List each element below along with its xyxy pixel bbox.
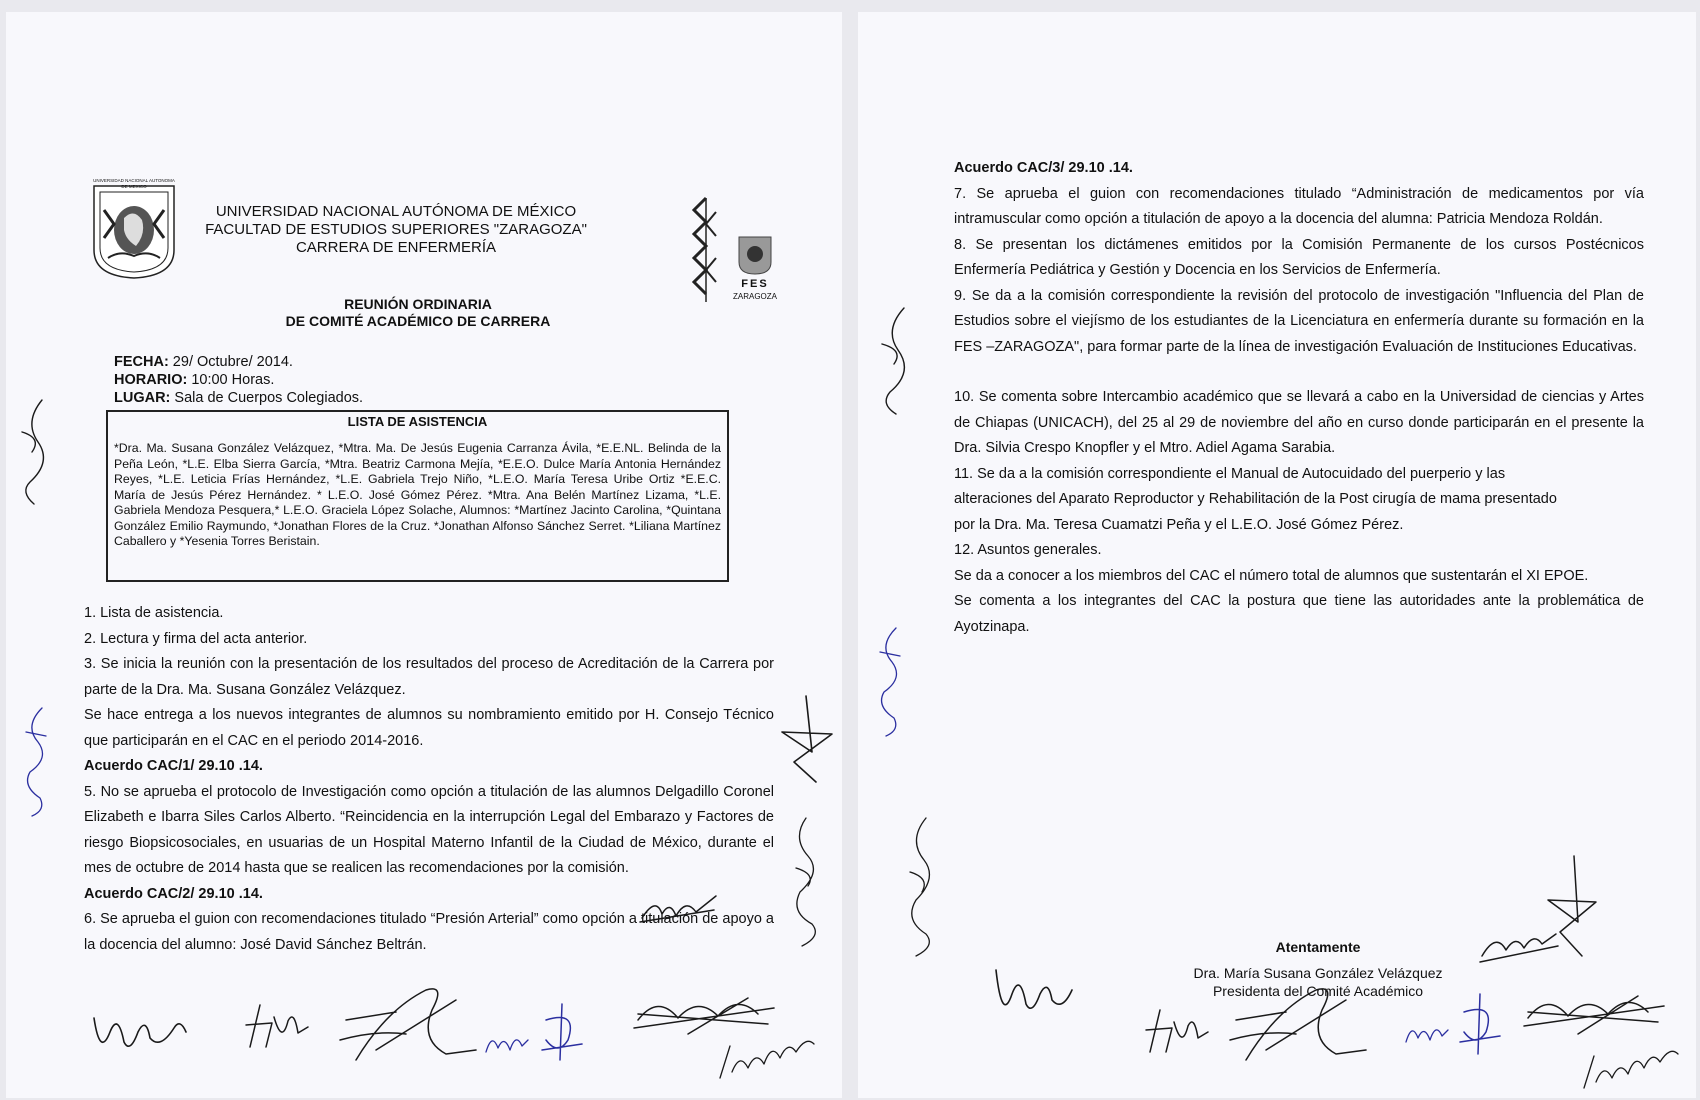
margin-signature-1 — [12, 392, 56, 512]
margin-signature-star — [776, 692, 836, 792]
signature-blue-small-p2 — [1402, 1012, 1452, 1052]
signature-bottom-1 — [90, 1002, 190, 1062]
signature-blue-small — [482, 1022, 532, 1062]
fes-shield-icon — [736, 234, 774, 276]
horario-value: 10:00 Horas. — [187, 372, 275, 388]
lugar-label: LUGAR: — [114, 390, 171, 406]
signature-blue-large-p2 — [1456, 990, 1504, 1060]
document-header — [196, 203, 596, 257]
unam-seal-icon — [90, 180, 178, 280]
signature-mendoza — [714, 1022, 824, 1082]
signature-blue-large — [538, 1000, 586, 1064]
agenda-item: 7. Se aprueba el guion con recomendaciones titulado “Administración de medicamentos por vía intramuscular como opción a titulación de apoyo a la docencia del alumna: Patricia Mendoza Roldán. — [954, 185, 1644, 227]
unam-seal-text: UNIVERSIDAD NACIONAL AUTONOMA DE MEXICO — [93, 178, 175, 189]
signature-star-p2 — [1478, 852, 1598, 972]
signature-bottom-3-p2 — [1226, 980, 1376, 1072]
agenda-item: 8. Se presentan los dictámenes emitidos por la Comisión Permanente de los cursos Postécnicos Enfermería Pediátrica y Gestión y Docencia en los Servicios de Enfermería. — [954, 236, 1644, 278]
lugar-value: Sala de Cuerpos Colegiados. — [170, 390, 364, 406]
agenda-item: 10. Se comenta sobre Intercambio académico que se llevará a cabo en la Universidad de ciencias y Artes de Chiapas (UNICACH), del 25 al 29 de noviembre del año en curso donde participarán en el presente la Dra. Silvia Crespo Knopfler y el Mtro. Adiel Agama Sarabia. — [954, 389, 1644, 456]
fes-logo-text: FES — [741, 278, 769, 290]
spacer — [954, 360, 1644, 385]
agenda-item: 2. Lectura y firma del acta anterior. — [84, 630, 308, 647]
signature-bottom-1-p2 — [992, 960, 1082, 1030]
margin-signature-trejo-p2 — [870, 622, 910, 742]
horario-label: HORARIO: — [114, 372, 188, 388]
fes-zaragoza-logo-icon — [684, 194, 728, 306]
meeting-title — [218, 296, 618, 330]
agreement-heading: Acuerdo CAC/3/ 29.10 .14. — [954, 160, 1133, 176]
agenda-item: 12. Asuntos generales. — [954, 542, 1102, 558]
signature-initials — [636, 890, 720, 930]
horario-row — [114, 371, 363, 389]
meeting-title-line1: REUNIÓN ORDINARIA — [344, 296, 492, 312]
agenda-item: Se da a conocer a los miembros del CAC el número total de alumnos que sustentarán el XI EPOE. — [954, 567, 1589, 584]
signature-name: Dra. María Susana González Velázquez — [1193, 965, 1443, 981]
fecha-value: 29/ Octubre/ 2014. — [168, 354, 293, 370]
document-page-1 — [6, 12, 842, 1098]
margin-signature-susana — [786, 812, 830, 952]
fes-logo-subtext: ZARAGOZA — [732, 292, 777, 301]
faculty-name: FACULTAD DE ESTUDIOS SUPERIORES "ZARAGOZA" — [205, 221, 587, 238]
agenda-item: 6. Se aprueba el guion con recomendaciones titulado “Presión Arterial” como opción a titulación de apoyo a la docencia del alumno: José David Sánchez Beltrán. — [84, 911, 774, 953]
document-page-2 — [858, 12, 1696, 1098]
signature-bottom-2 — [242, 997, 312, 1053]
margin-signature-trejo — [16, 702, 56, 822]
meeting-details — [114, 353, 363, 407]
attendance-list-box — [106, 410, 729, 582]
agenda-item: 11. Se da a la comisión correspondiente el Manual de Autocuidado del puerperio y las — [954, 465, 1506, 482]
agreement-heading: Acuerdo CAC/1/ 29.10 .14. — [84, 758, 263, 774]
meeting-title-line2: DE COMITÉ ACADÉMICO DE CARRERA — [285, 313, 551, 329]
signature-closing: Atentamente — [1275, 939, 1361, 955]
margin-signature-susana-p2 — [898, 812, 948, 962]
lugar-row — [114, 389, 363, 407]
career-name: CARRERA DE ENFERMERÍA — [295, 239, 497, 256]
fecha-row — [114, 353, 363, 371]
university-name: UNIVERSIDAD NACIONAL AUTÓNOMA DE MÉXICO — [215, 203, 577, 220]
agenda-item: Se comenta a los integrantes del CAC la postura que tiene las autoridades ante la problemática de Ayotzinapa. — [954, 593, 1644, 635]
attendance-title: LISTA DE ASISTENCIA — [347, 414, 488, 429]
signature-bottom-2-p2 — [1142, 1002, 1212, 1058]
agenda-item: 3. Se inicia la reunión con la presentación de los resultados del proceso de Acreditación de la Carrera por parte de la Dra. Ma. Susana González Velázquez. — [84, 656, 774, 698]
agenda-item: Se hace entrega a los nuevos integrantes de alumnos su nombramiento emitido por H. Consejo Técnico que participarán en el CAC en el periodo 2014-2016. — [84, 707, 774, 749]
agenda-item: por la Dra. Ma. Teresa Cuamatzi Peña y el L.E.O. José Gómez Pérez. — [954, 516, 1404, 533]
agenda-item: alteraciones del Aparato Reproductor y Rehabilitación de la Post cirugía de mama presentado — [954, 491, 1557, 507]
signature-bottom-3 — [336, 980, 486, 1070]
attendance-names: *Dra. Ma. Susana González Velázquez, *Mtra. Ma. De Jesús Eugenia Carranza Ávila, *E.E.NL. Belinda de la Peña León, *L.E. Elba Sierra García, *Mtra. Beatriz Carmona Mejía, *E.E.O. Dulce María Antonia Hernández Reyes, *L.E. Leticia Frías Hernández, *L.E. Gabriela Trejo Niño, *L.E.O. María Teresa Uribe Ortiz *E.E.C. María de Jesús Pérez Hernández. * L.E.O. José Gómez Pérez. *Mtra. Ana Belén Martínez Lizama, *L.E. Gabriela Mendoza Pesquera,* L.E.O. Graciela López Solache, Alumnos: *Martínez Jacinto Carolina, *Quintana González Emilio Raymundo, *Jonathan Flores de la Cruz. *Jonathan Alfonso Sánchez Serret. *Liliana Martínez Caballero y *Yesenia Torres Beristain. — [114, 441, 721, 548]
fecha-label: FECHA: — [114, 354, 169, 370]
margin-signature-1-p2 — [870, 300, 920, 420]
signature-mendoza-p2 — [1578, 1032, 1688, 1092]
agenda-item: 9. Se da a la comisión correspondiente la revisión del protocolo de investigación "Influencia del Plan de Estudios sobre el viejísmo de los estudiantes de la Licenciatura en enfermería durante su formación en la FES –ZARAGOZA", para formar parte de la línea de investigación Evaluación de Instituciones Educativas. — [954, 287, 1644, 355]
agenda-body-page2 — [954, 156, 1644, 640]
agenda-item: 5. No se aprueba el protocolo de Investigación como opción a titulación de las alumnos Delgadillo Coronel Elizabeth e Ibarra Siles Carlos Alberto. “Reincidencia en la interrupción Legal del Embarazo y Factores de riesgo Biopsicosociales, en usuarias de un Hospital Materno Infantil de la Ciudad de México, durante el mes de octubre de 2014 hasta que se realicen las recomendaciones por la comisión. — [84, 783, 774, 876]
signature-role: Presidenta del Comité Académico — [1212, 983, 1424, 999]
agreement-heading: Acuerdo CAC/2/ 29.10 .14. — [84, 885, 263, 902]
agenda-item: 1. Lista de asistencia. — [84, 605, 224, 621]
